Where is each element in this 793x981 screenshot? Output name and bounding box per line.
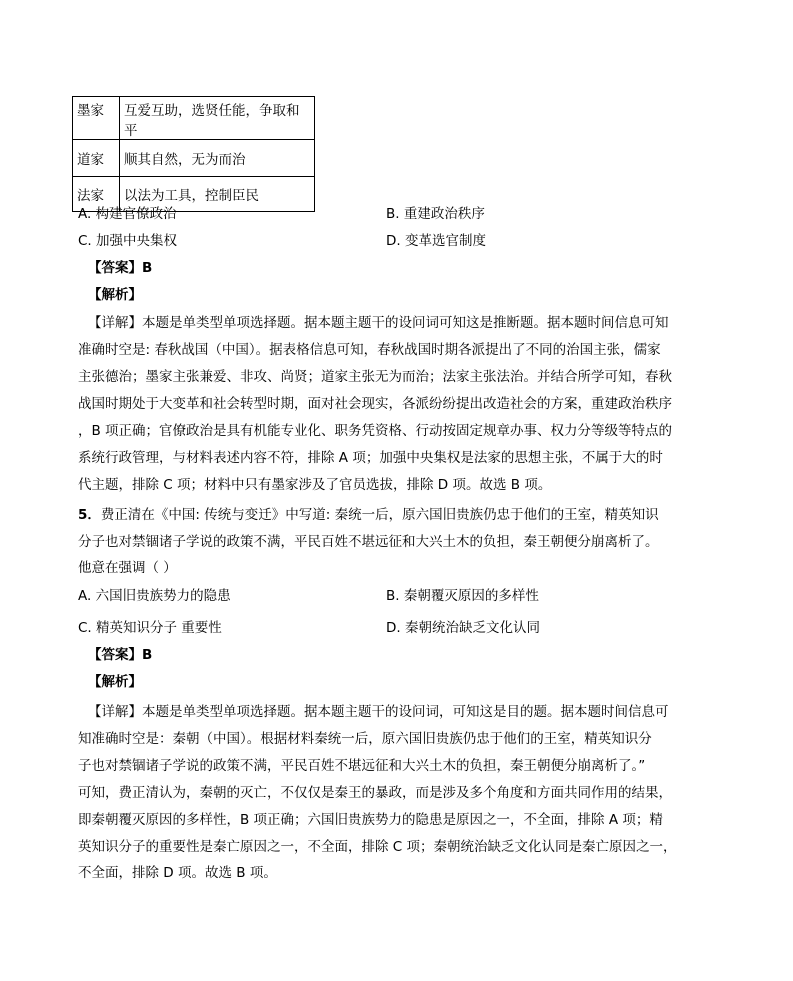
answer-value: B	[142, 647, 153, 663]
q5-detail-line: 英知识分子的重要性是秦亡原因之一，不全面，排除 C 项；秦朝统治缺乏文化认同是秦亡原因之一，	[78, 839, 677, 855]
q4-option-c: C. 加强中央集权	[78, 233, 178, 249]
q5-number: 5．	[78, 507, 101, 523]
school-cell: 道家	[73, 140, 120, 177]
q5-option-c: C. 精英知识分子 重要性	[78, 620, 222, 636]
q5-stem-line: 他意在强调（ ）	[78, 560, 177, 576]
q5-detail-line: 可知，费正清认为，秦朝的灭亡，不仅仅是秦王的暴政，而是涉及多个角度和方面共同作用的结果，	[78, 785, 672, 801]
idea-cell: 顺其自然，无为而治	[120, 140, 315, 177]
q4-option-b: B. 重建政治秩序	[386, 206, 485, 222]
school-cell: 法家	[73, 177, 120, 212]
q4-detail-line: 系统行政管理，与材料表述内容不符，排除 A 项；加强中央集权是法家的思想主张，不属于大的时	[78, 450, 663, 466]
q5-option-a: A. 六国旧贵族势力的隐患	[78, 588, 231, 604]
q5-option-b: B. 秦朝覆灭原因的多样性	[386, 588, 539, 604]
q5-analysis-label: 【解析】	[88, 674, 142, 690]
school-cell: 墨家	[73, 97, 120, 140]
idea-cell: 互爱互助，选贤任能，争取和平	[120, 97, 315, 140]
idea-cell: 以法为工具，控制臣民	[120, 177, 315, 212]
q4-analysis-label: 【解析】	[88, 287, 142, 303]
table-row	[73, 97, 315, 140]
q4-option-a: A. 构建官僚政治	[78, 206, 177, 222]
q4-detail-line: 代主题，排除 C 项；材料中只有墨家涉及了官员选拔，排除 D 项。故选 B 项。	[78, 477, 552, 493]
q5-detail-line: 即秦朝覆灭原因的多样性，B 项正确；六国旧贵族势力的隐患是原因之一，不全面，排除 A 项；精	[78, 812, 663, 828]
q4-detail-line: 【详解】本题是单类型单项选择题。据本题主题干的设问词可知这是推断题。据本题时间信息可知	[88, 315, 669, 331]
table-row	[73, 140, 315, 177]
q4-detail-line: 准确时空是: 春秋战国（中国）。据表格信息可知，春秋战国时期各派提出了不同的治国主张，儒家	[78, 342, 661, 358]
q5-detail-line: 子也对禁锢诸子学说的政策不满，平民百姓不堪远征和大兴土木的负担，秦王朝便分崩离析了。”	[78, 758, 646, 774]
q5-stem-line: 分子也对禁锢诸子学说的政策不满，平民百姓不堪远征和大兴土木的负担，秦王朝便分崩离析了。	[78, 534, 659, 550]
q5-stem-text: 费正清在《中国: 传统与变迁》中写道: 秦统一后，原六国旧贵族仍忠于他们的王室，精英知识	[100, 507, 659, 523]
q5-answer	[88, 646, 152, 664]
q4-answer	[88, 259, 152, 277]
schools-table	[72, 96, 315, 212]
q5-detail-line: 知准确时空是：秦朝（中国）。根据材料秦统一后，原六国旧贵族仍忠于他们的王室，精英知识分	[78, 731, 652, 747]
q4-detail-line: 战国时期处于大变革和社会转型时期，面对社会现实，各派纷纷提出改造社会的方案，重建政治秩序	[78, 396, 672, 412]
answer-label: 【答案】	[88, 647, 142, 663]
answer-value: B	[142, 260, 153, 276]
q5-detail-line: 【详解】本题是单类型单项选择题。据本题主题干的设问词，可知这是目的题。据本题时间信息可	[88, 704, 669, 720]
answer-label: 【答案】	[88, 260, 142, 276]
q4-option-d: D. 变革选官制度	[386, 233, 486, 249]
q4-detail-line: ，B 项正确；官僚政治是具有机能专业化、职务凭资格、行动按固定规章办事、权力分等级等特点的	[78, 423, 673, 439]
q5-stem-line	[78, 506, 659, 524]
q5-detail-line: 不全面，排除 D 项。故选 B 项。	[78, 865, 277, 881]
q5-option-d: D. 秦朝统治缺乏文化认同	[386, 620, 540, 636]
q4-detail-line: 主张德治；墨家主张兼爱、非攻、尚贤；道家主张无为而治；法家主张法治。并结合所学可知，春秋	[78, 369, 672, 385]
